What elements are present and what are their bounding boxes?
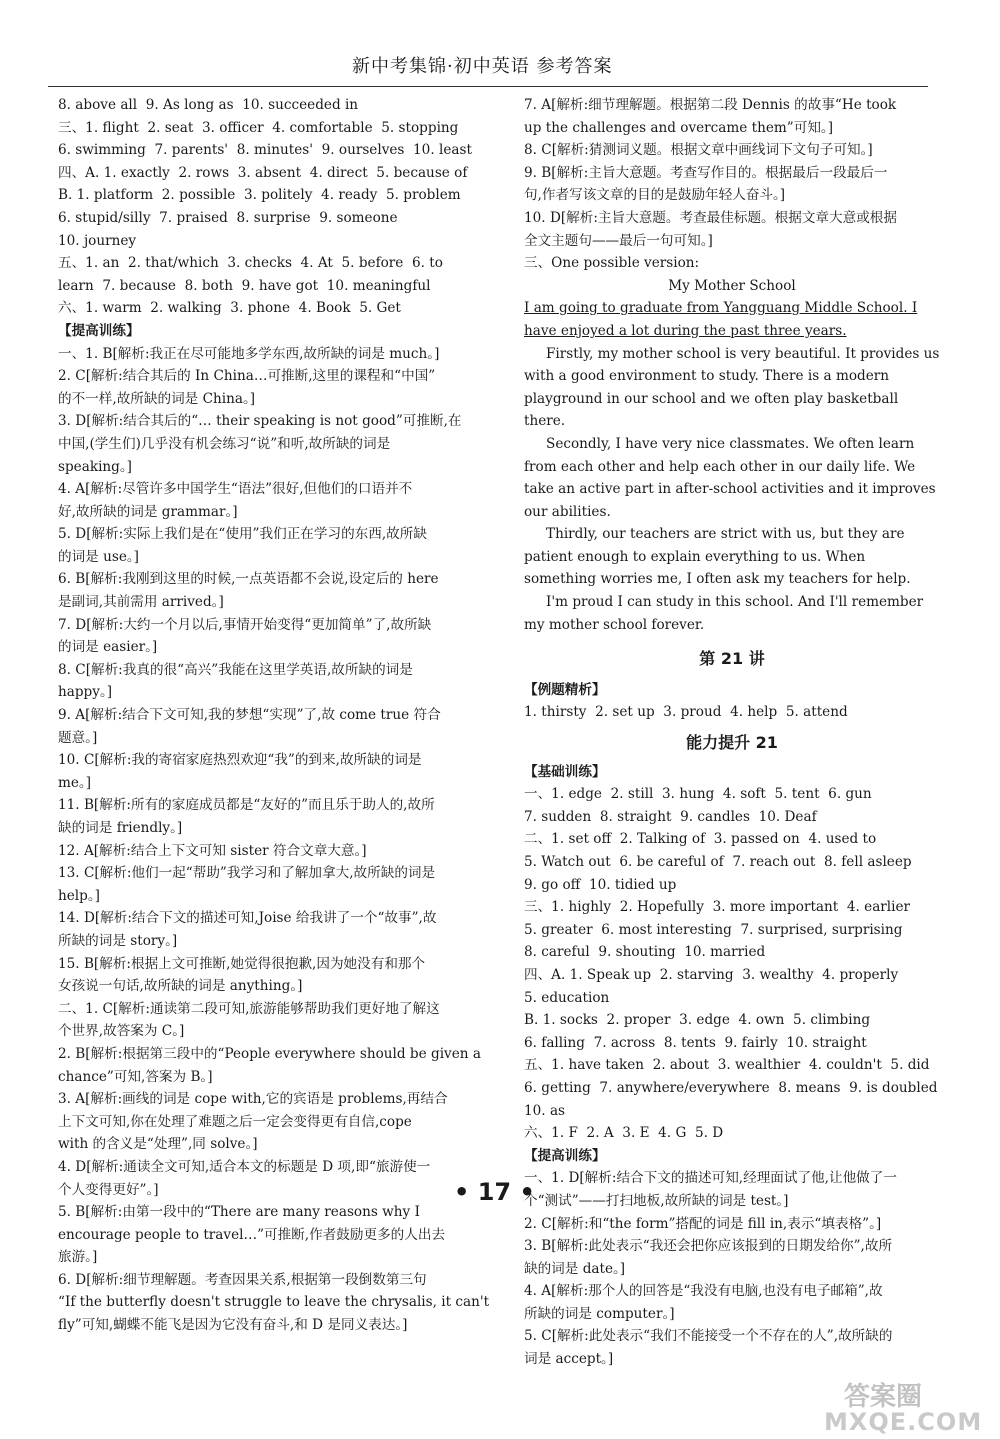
answer-line: 3. B[解析:此处表示“我还会把你应该报到的日期发给你”,故所 [524,1238,893,1255]
essay-paragraph-3: Thirdly, our teachers are strict with us, but they are patient enough to explain everything to us. When something worries me, I often ask my teachers for help. [524,526,911,588]
answer-line: 5. Watch out 6. be careful of 7. reach out 8. fell asleep [524,854,912,870]
answer-line: up the challenges and overcame them”可知。] [524,119,834,136]
answer-line: 是副词,其前需用 arrived。] [58,594,224,611]
essay-paragraph-4: I'm proud I can study in this school. And I'll remember my mother school forever. [524,594,924,633]
answer-line: 缺的词是 friendly。] [58,820,183,836]
essay-title: My Mother School [668,277,796,294]
answer-line: 10. C[解析:我的寄宿家庭热烈欢迎“我”的到来,故所缺的词是 [58,752,422,769]
answer-line: 15. B[解析:根据上文可推断,她觉得很抱歉,因为她没有和那个 [58,955,426,972]
answer-line: 6. getting 7. anywhere/everywhere 8. means 9. is doubled [524,1079,938,1096]
answer-line: 6. falling 7. across 8. tents 9. fairly 10. straight [524,1034,867,1051]
answer-line: 的不一样,故所缺的词是 China。] [58,390,256,407]
answer-line: fly”可知,蝴蝶不能飞是因为它没有奋斗,和 D 是同义表达。] [58,1317,408,1334]
page-number: • 17 • [454,1178,535,1206]
answer-line: “If the butterfly doesn't struggle to leave the chrysalis, it can't [58,1294,490,1311]
answer-line: 2. C[解析:和“the form”搭配的词是 fill in,表示“填表格”。] [524,1215,882,1232]
answer-line: 词是 accept。] [524,1351,614,1368]
answer-line: 5. B[解析:由第一段中的“There are many reasons why I [58,1204,420,1221]
answer-line: 7. D[解析:大约一个月以后,事情开始变得“更加简单”了,故所缺 [58,616,432,633]
answer-line: 所缺的词是 story。] [58,932,178,949]
answer-line: chance”可知,答案为 B。] [58,1068,213,1085]
answer-line: 5. D[解析:实际上我们是在“使用”我们正在学习的东西,故所缺 [58,526,427,543]
answer-line: 10. journey [58,232,137,249]
answer-line: 11. B[解析:所有的家庭成员都是“友好的”而且乐于助人的,故所 [58,797,435,814]
reading-answers [524,94,940,275]
answer-line: learn 7. because 8. both 9. have got 10. meaningful [58,277,431,294]
ability-answers [524,761,940,1371]
answer-line: B. 1. socks 2. proper 3. edge 4. own 5. climbing [524,1012,871,1029]
answer-line: 四、A. 1. Speak up 2. starving 3. wealthy 4. properly [524,966,899,983]
answer-line: 4. D[解析:通读全文可知,适合本文的标题是 D 项,即“旅游使一 [58,1158,431,1175]
answer-line: 三、1. flight 2. seat 3. officer 4. comfortable 5. stopping [58,119,459,136]
answer-line: 4. A[解析:那个人的回答是“我没有电脑,也没有电子邮箱”,故 [524,1283,883,1300]
answer-line: 一、1. D[解析:结合下文的描述可知,经理面试了他,让他做了一 [524,1170,897,1187]
answer-line: 13. C[解析:他们一起“帮助”我学习和了解加拿大,故所缺的词是 [58,865,436,882]
answer-line: 所缺的词是 computer。] [524,1305,675,1322]
answer-line: help。] [58,887,100,904]
answer-line: 10. D[解析:主旨大意题。考查最佳标题。根据文章大意或根据 [524,209,897,226]
answer-line: 4. A[解析:尽管许多中国学生“语法”很好,但他们的口语并不 [58,481,413,498]
answer-line: encourage people to travel…”可推断,作者鼓励更多的人出去 [58,1226,446,1243]
answer-line: 个人变得更好”。] [58,1181,159,1198]
answer-line: 14. D[解析:结合下文的描述可知,Joise 给我讲了一个“故事”,故 [58,910,437,927]
answer-line: 【基础训练】 [524,763,606,780]
answer-line: 个“测试”——打扫地板,故所缺的词是 test。] [524,1192,789,1209]
answer-line: speaking。] [58,458,132,475]
left-column [58,94,498,1337]
answer-line: 5. education [524,989,610,1006]
answer-line: 全文主题句——最后一句可知。] [524,232,713,249]
answer-line: 7. sudden 8. straight 9. candles 10. Deaf [524,808,817,825]
answer-line: 7. A[解析:细节理解题。根据第二段 Dennis 的故事“He took [524,97,897,113]
answer-line: 【提高训练】 [58,322,140,339]
answer-line: 10. as [524,1102,566,1119]
answer-line: 上下文可知,你在处理了难题之后一定会变得更有自信,cope [58,1113,412,1130]
right-column [524,94,940,1371]
example-answers: 1. thirsty 2. set up 3. proud 4. help 5. attend [524,704,848,721]
answer-line: 5. greater 6. most interesting 7. surprised, surprising [524,921,903,938]
answer-line: 12. A[解析:结合上下文可知 sister 符合文章大意。] [58,842,367,859]
answer-line: 8. above all 9. As long as 10. succeeded in [58,97,359,113]
answer-line: happy。] [58,684,113,701]
lecture-title: 第 21 讲 [699,649,765,669]
answer-line: 好,故所缺的词是 grammar。] [58,503,238,520]
watermark-url: MXQE.COM [824,1408,983,1436]
answer-line: 2. C[解析:结合其后的 In China…可推断,这里的课程和“中国” [58,368,436,385]
answer-line: 6. swimming 7. parents' 8. minutes' 9. ourselves 10. least [58,142,472,159]
answer-line: 的词是 easier。] [58,639,158,656]
answer-line: 五、1. have taken 2. about 3. wealthier 4. couldn't 5. did [524,1057,930,1074]
answer-line: 2. B[解析:根据第三段中的“People everywhere should be given a [58,1045,481,1062]
answer-line: 8. C[解析:我真的很“高兴”我能在这里学英语,故所缺的词是 [58,661,413,678]
answer-line: 六、1. F 2. A 3. E 4. G 5. D [524,1125,724,1142]
essay-paragraph-2: Secondly, I have very nice classmates. We often learn from each other and help each other in our daily life. We take an active part in after-school activities and it improves our abilities. [524,435,936,520]
answer-line: 9. go off 10. tidied up [524,876,677,893]
answer-line: 9. B[解析:主旨大意题。考查写作目的。根据最后一段最后一 [524,164,888,181]
example-heading: 【例题精析】 [524,681,606,698]
answer-line: 题意。] [58,729,98,746]
page-header: 新中考集锦·初中英语 参考答案 [352,56,613,77]
answer-line: 女孩说一句话,故所缺的词是 anything。] [58,978,303,995]
answer-line: 5. C[解析:此处表示“我们不能接受一个不存在的人”,故所缺的 [524,1328,893,1345]
answer-line: 6. D[解析:细节理解题。考查因果关系,根据第一段倒数第三句 [58,1271,427,1288]
answer-line: 三、1. highly 2. Hopefully 3. more important 4. earlier [524,899,911,916]
answer-line: 二、1. set off 2. Talking of 3. passed on 4. used to [524,831,877,848]
essay-paragraph-1: Firstly, my mother school is very beautiful. It provides us with a good environment to study. There is a modern playground in our school and we often play basketball there. [524,345,940,430]
answer-line: with 的含义是“处理”,同 solve。] [58,1136,258,1153]
answer-line: 一、1. B[解析:我正在尽可能地多学东西,故所缺的词是 much。] [58,345,440,362]
answer-line: 缺的词是 date。] [524,1260,626,1277]
answer-line: B. 1. platform 2. possible 3. politely 4. ready 5. problem [58,187,461,204]
answer-line: 3. A[解析:画线的词是 cope with,它的宾语是 problems,再结合 [58,1091,448,1108]
essay-underlined-intro: I am going to graduate from Yangguang Middle School. I have enjoyed a lot during the past three years. [524,300,918,339]
answer-line: 句,作者写该文章的目的是鼓励年轻人奋斗。] [524,187,786,204]
answer-line: 8. careful 9. shouting 10. married [524,944,766,961]
answer-line: 6. stupid/silly 7. praised 8. surprise 9. someone [58,209,398,226]
answer-line: 二、1. C[解析:通读第二段可知,旅游能够帮助我们更好地了解这 [58,1000,440,1017]
ability-title: 能力提升 21 [686,733,778,753]
header-divider [48,86,928,87]
answer-line: 三、One possible version: [524,255,700,272]
answer-line: 五、1. an 2. that/which 3. checks 4. At 5. before 6. to [58,255,443,272]
answer-line: 的词是 use。] [58,548,139,565]
answer-line: 六、1. warm 2. walking 3. phone 4. Book 5. Get [58,300,401,317]
answer-line: me。] [58,774,92,791]
answer-line: 个世界,故答案为 C。] [58,1023,185,1040]
watermark-logo [824,1376,994,1436]
watermark-logo-text: 答案圈 [844,1382,923,1412]
answer-line: 中国,(学生们)几乎没有机会练习“说”和听,故所缺的词是 [58,435,391,452]
answer-line: 8. C[解析:猜测词义题。根据文章中画线词下文句子可知。] [524,142,873,159]
answer-line: 9. A[解析:结合下文可知,我的梦想“实现”了,故 come true 符合 [58,707,441,724]
answer-line: 一、1. edge 2. still 3. hung 4. soft 5. tent 6. gun [524,786,872,803]
answer-line: 旅游。] [58,1249,98,1266]
answer-line: 【提高训练】 [524,1147,606,1164]
answer-line: 3. D[解析:结合其后的“… their speaking is not good”可推断,在 [58,413,462,430]
answer-line: 四、A. 1. exactly 2. rows 3. absent 4. direct 5. because of [58,164,468,181]
answer-line: 6. B[解析:我刚到这里的时候,一点英语都不会说,设定后的 here [58,571,439,588]
